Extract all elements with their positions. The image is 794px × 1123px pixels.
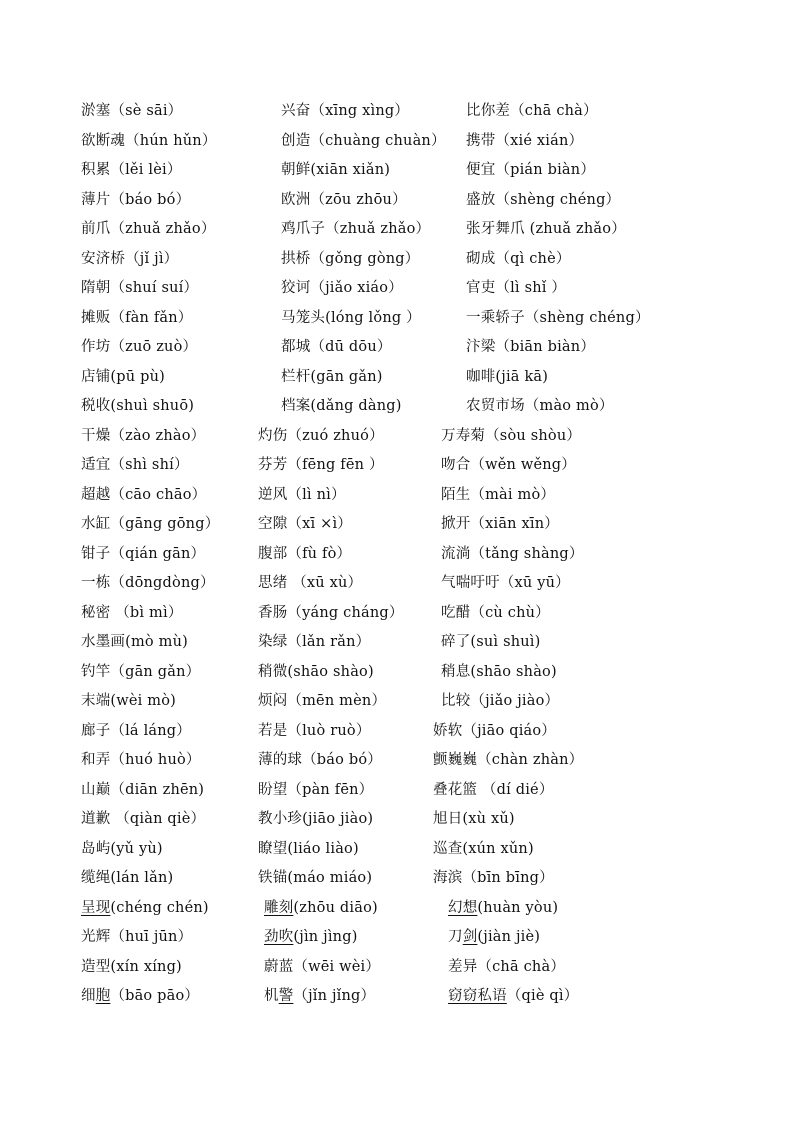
word-entry: 一栋（dōngdòng） [81,575,215,591]
word-entry: 安济桥（jǐ jì） [81,250,179,267]
word-row [0,982,794,1012]
word-row [0,127,794,157]
word-row [0,569,794,599]
word-row [0,658,794,688]
word-entry: 档案(dǎng dàng) [281,398,402,414]
word-entry: 铁锚(máo miáo) [258,870,373,886]
word-row [0,156,794,186]
word-row [0,304,794,334]
word-entry: 水缸（gāng gōng） [81,516,220,532]
word-entry: 摊贩（fàn fǎn） [81,309,193,326]
word-entry: 窃窃私语（qiè qì） [448,988,579,1004]
word-entry: 便宜（pián biàn） [466,162,596,178]
word-row [0,245,794,275]
word-row [0,746,794,776]
word-entry: 都城（dū dōu） [281,339,392,355]
word-entry: 钳子（qián gān） [81,545,206,562]
word-entry: 前爪（zhuǎ zhǎo） [81,221,216,237]
word-entry: 旭日(xù xǔ) [433,811,515,827]
word-entry: 和弄（huó huò） [81,752,201,768]
word-entry: 欲断魂（hún hǔn） [81,132,217,149]
word-entry: 造型(xín xíng) [81,958,182,975]
word-row [0,599,794,629]
word-entry: 蔚蓝（wēi wèi） [264,958,381,975]
word-entry: 农贸市场（mào mò） [466,398,614,414]
word-row [0,894,794,924]
word-row [0,953,794,983]
word-entry: 光辉（huī jūn） [81,929,193,945]
word-entry: 思绪 （xū xù） [258,575,363,591]
word-row [0,274,794,304]
word-entry: 朝鲜(xiān xiǎn) [281,162,391,178]
word-entry: 盛放（shèng chéng） [466,191,621,208]
word-entry: 稍息(shāo shào) [441,663,557,680]
word-entry: 呈现(chéng chén) [81,899,209,916]
word-entry: 教小珍(jiāo jiào) [258,811,374,827]
word-entry: 雕刻(zhōu diāo) [264,899,378,916]
word-entry: 干燥（zào zhào） [81,427,206,444]
word-entry: 官吏（lì shǐ ） [466,280,567,296]
word-entry: 鸡爪子（zhuǎ zhǎo） [281,221,431,237]
word-entry: 栏杆(gān gǎn) [281,368,383,385]
word-entry: 颤巍巍（chàn zhàn） [433,752,584,768]
word-entry: 灼伤（zuó zhuó） [258,427,384,444]
word-entry: 染绿（lǎn rǎn） [258,634,371,650]
word-entry: 作坊（zuō zuò） [81,339,198,355]
word-entry: 芬芳（fēng fēn ） [258,457,384,473]
word-entry: 廊子（lá láng） [81,722,191,739]
word-entry: 瞭望(liáo liào) [258,840,359,857]
word-entry: 刀剑(jiàn jiè) [448,929,541,945]
word-entry: 一乘轿子（shèng chéng） [466,309,650,326]
word-entry: 咖啡(jiā kā) [466,368,549,385]
word-entry: 超越（cāo chāo） [81,486,207,503]
word-entry: 万寿菊（sòu shòu） [441,427,582,444]
word-entry: 碎了(suì shuì) [441,634,541,650]
word-row [0,628,794,658]
word-entry: 若是（luò ruò） [258,722,371,739]
word-entry: 烦闷（mēn mèn） [258,693,387,709]
word-entry: 岛屿(yǔ yù) [81,840,163,857]
word-row [0,923,794,953]
word-entry: 汴梁（biān biàn） [466,339,596,355]
word-entry: 兴奋（xīng xìng） [281,103,410,119]
word-entry: 劲吹(jìn jìng) [264,929,358,945]
word-row [0,717,794,747]
word-row [0,392,794,422]
word-entry: 吃醋（cù chù） [441,604,550,621]
word-row [0,186,794,216]
word-row [0,805,794,835]
word-row [0,215,794,245]
word-entry: 张牙舞爪 (zhuǎ zhǎo） [466,221,626,237]
word-entry: 欧洲（zōu zhōu） [281,191,407,208]
word-entry: 道歉 （qiàn qiè） [81,811,206,827]
word-entry: 隋朝（shuí suí） [81,280,199,296]
word-entry: 钓竿（gān gǎn） [81,663,201,680]
word-entry: 陌生（mài mò） [441,486,556,503]
word-row [0,481,794,511]
word-row [0,687,794,717]
word-entry: 幻想(huàn yòu) [448,899,559,916]
word-row [0,422,794,452]
word-entry: 差异（chā chà） [448,958,566,975]
word-row [0,510,794,540]
word-entry: 吻合（wěn wěng） [441,457,576,473]
word-entry: 税收(shuì shuō) [81,398,195,414]
word-entry: 携带（xié xián） [466,132,584,149]
word-entry: 空隙（xī ×ì） [258,516,353,532]
word-row [0,333,794,363]
word-entry: 创造（chuàng chuàn） [281,132,446,149]
word-entry: 流淌（tǎng shàng） [441,545,584,562]
word-entry: 秘密 （bì mì） [81,604,183,621]
word-entry: 店铺(pū pù) [81,368,165,385]
word-entry: 砌成（qì chè） [466,250,571,267]
word-entry: 掀开（xiān xīn） [441,516,559,532]
word-entry: 马笼头(lóng lǒng ） [281,309,421,326]
word-row [0,540,794,570]
word-entry: 淤塞（sè sāi） [81,103,183,119]
word-entry: 逆风（lì nì） [258,486,346,503]
word-entry: 比较（jiǎo jiào） [441,693,560,709]
word-row [0,363,794,393]
word-entry: 山巅（diān zhēn) [81,781,205,798]
word-entry: 机警（jǐn jǐng） [264,988,376,1004]
word-entry: 娇软（jiāo qiáo） [433,722,557,739]
word-entry: 稍微(shāo shào) [258,663,374,680]
word-entry: 腹部（fù fò） [258,545,352,562]
word-entry: 叠花篮 （dí dié） [433,781,554,798]
word-entry: 拱桥（gǒng gòng） [281,250,420,267]
word-entry: 末端(wèi mò) [81,693,177,709]
word-entry: 缆绳(lán lǎn) [81,870,174,886]
word-entry: 盼望（pàn fēn） [258,781,374,798]
word-row [0,864,794,894]
word-entry: 气喘吁吁（xū yū） [441,575,570,591]
word-row [0,451,794,481]
word-entry: 薄片（báo bó） [81,191,191,208]
word-entry: 薄的球（báo bó） [258,752,382,768]
word-entry: 细胞（bāo pāo） [81,988,200,1004]
word-entry: 香肠（yáng cháng） [258,604,404,621]
word-entry: 巡查(xún xǔn) [433,840,534,857]
word-row [0,776,794,806]
word-entry: 水墨画(mò mù) [81,634,188,650]
word-row [0,835,794,865]
word-row [0,97,794,127]
word-entry: 比你差（chā chà） [466,103,598,119]
word-entry: 海滨（bīn bīng） [433,870,554,886]
word-entry: 适宜（shì shí） [81,457,189,473]
word-entry: 积累（lěi lèi） [81,162,182,178]
word-entry: 狡诃（jiǎo xiáo） [281,280,403,296]
